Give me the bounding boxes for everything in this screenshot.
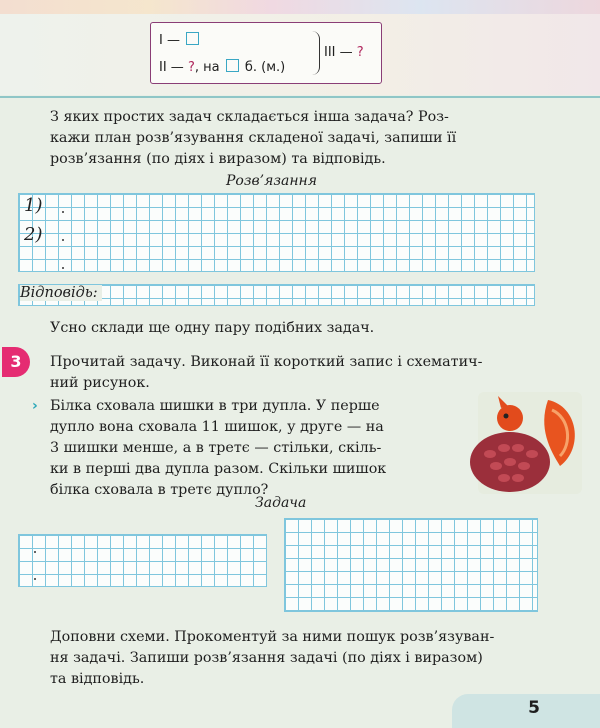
task-number-badge: 3 xyxy=(2,347,30,377)
row2-suffix: б. (м.) xyxy=(244,60,286,75)
short-note-row-2 xyxy=(159,59,285,75)
row2-middle: , на xyxy=(194,60,220,75)
line-dot xyxy=(34,551,36,553)
empty-box-icon xyxy=(226,59,239,72)
short-note-grid[interactable] xyxy=(18,534,267,587)
line-dot xyxy=(62,239,64,241)
bottom-para-line1: Доповни схеми. Прокоментуй за ними пошук розв’язуван- xyxy=(50,629,495,645)
short-note-box xyxy=(150,22,382,84)
drawing-grid[interactable] xyxy=(284,518,538,612)
squirrel-with-pinecone-icon xyxy=(438,388,588,500)
row3-question: ? xyxy=(356,45,364,60)
row3-label: III — xyxy=(324,45,353,60)
row2-question: ? xyxy=(187,60,195,75)
handwritten-step-2: 2) xyxy=(24,224,43,245)
line-dot xyxy=(34,578,36,580)
curly-brace-icon xyxy=(311,31,320,75)
solution-grid[interactable] xyxy=(18,193,535,272)
oral-task: Усно склади ще одну пару подібних задач. xyxy=(50,320,375,336)
bottom-para-line3: та відповідь. xyxy=(50,671,145,687)
row1-label: I — xyxy=(159,33,180,48)
problem-line-4: ки в перші два дупла разом. Скільки шишок xyxy=(50,461,387,477)
short-note-row-3 xyxy=(324,45,364,60)
top-color-strip xyxy=(0,0,600,14)
task3-line1: Прочитай задачу. Виконай її короткий запис і схематич- xyxy=(50,354,483,370)
footer-corner-band xyxy=(452,694,600,728)
handwritten-step-1: 1) xyxy=(24,195,43,216)
line-dot xyxy=(62,267,64,269)
bottom-para-line2: ня задачі. Запиши розв’язання задачі (по діях і виразом) xyxy=(50,650,483,666)
answer-label: Відповідь: xyxy=(20,285,102,301)
empty-box-icon xyxy=(186,32,199,45)
line-dot xyxy=(62,211,64,213)
problem-line-2: дупло вона сховала 11 шишок, у друге — на xyxy=(50,419,384,435)
task3-line2: ний рисунок. xyxy=(50,375,150,391)
para1-line2: кажи план розв’язування складеної задачі, запиши її xyxy=(50,130,457,146)
chevron-right-icon: › xyxy=(32,398,38,414)
problem-line-3: 3 шишки менше, а в третє — стільки, скіль- xyxy=(50,440,382,456)
page-number: 5 xyxy=(528,698,540,718)
solution-caption: Розв’язання xyxy=(226,173,318,189)
para1-line1: З яких простих задач складається інша задача? Роз- xyxy=(50,109,449,125)
problem-line-5: білка сховала в третє дупло? xyxy=(50,482,269,498)
problem-line-1: Білка сховала шишки в три дупла. У перше xyxy=(50,398,380,414)
task-caption: Задача xyxy=(255,495,307,511)
short-note-row-1 xyxy=(159,32,201,48)
para1-line3: розв’язання (по діях і виразом) та відповідь. xyxy=(50,151,386,167)
row2-label: II — xyxy=(159,60,184,75)
section-divider xyxy=(0,96,600,98)
